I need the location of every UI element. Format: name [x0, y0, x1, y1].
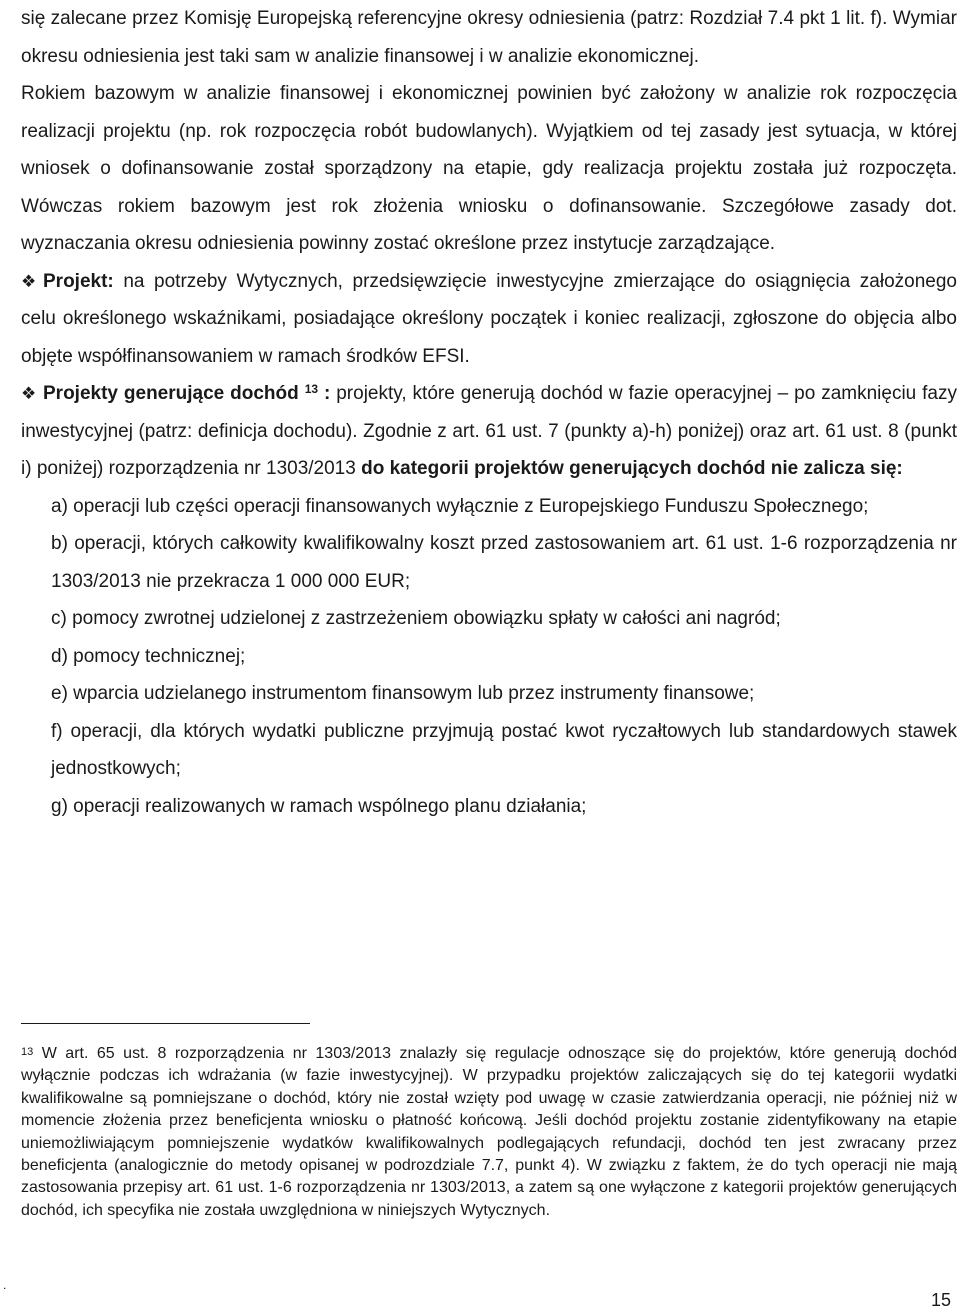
- stray-mark: .: [3, 1278, 7, 1292]
- definition-projekty-generujace: projekty, które generują dochód w fazie operacyjnej – po zamknięciu fazy inwestycyjnej (patrz: definicja dochodu). Zgodnie z art. 61 ust. 7 (punkty a)-h) poniżej) oraz art. 61 ust. 8 (punkt i) poniżej) rozporządzenia nr 1303/2013: [21, 383, 958, 479]
- footnote-number: 13: [21, 1046, 34, 1058]
- list-item: b) operacji, których całkowity kwalifikowalny koszt przed zastosowaniem art. 61 ust. 1-6 rozporządzenia nr 1303/2013 nie przekracza 1 000 000 EUR;: [51, 533, 957, 592]
- exclusion-list: [21, 488, 957, 826]
- footnote-13: [21, 1043, 957, 1222]
- bullet-projekty-generujace: [21, 375, 957, 488]
- list-item: d) pomocy technicznej;: [51, 645, 246, 667]
- term-projekt: Projekt:: [43, 270, 114, 292]
- definition-projekt: na potrzeby Wytycznych, przedsięwzięcie inwestycyjne zmierzające do osiągnięcia założonego celu określonego wskaźnikami, posiadające określony początek i koniec realizacji, zgłoszone do objęcia albo objęte współfinansowaniem w ramach środków EFSI.: [21, 270, 957, 367]
- paragraph-reference-period: się zalecane przez Komisję Europejską referencyjne okresy odniesienia (patrz: Rozdział 7.4 pkt 1 lit. f). Wymiar okresu odniesienia jest taki sam w analizie finansowej i w analizie ekonomicznej.: [21, 8, 957, 67]
- list-item: e) wparcia udzielanego instrumentom finansowym lub przez instrumenty finansowe;: [51, 683, 755, 704]
- main-text: [21, 0, 957, 825]
- list-item: c) pomocy zwrotnej udzielonej z zastrzeżeniem obowiązku spłaty w całości ani nagród;: [51, 608, 781, 629]
- term-projekty-generujace: Projekty generujące dochód: [43, 383, 299, 404]
- paragraph-base-year: Rokiem bazowym w analizie finansowej i ekonomicznej powinien być założony w analizie rok rozpoczęcia realizacji projektu (np. rok rozpoczęcia robót budowlanych). Wyjątkiem od tej zasady jest sytuacja, w której wniosek o dofinansowanie został sporządzony na etapie, gdy realizacja projektu została już rozpoczęta. Wówczas rokiem bazowym jest rok złożenia wniosku o dofinansowanie. Szczegółowe zasady dot. wyznaczania okresu odniesienia powinny zostać określone przez instytucje zarządzające.: [21, 83, 957, 254]
- footnote-text: W art. 65 ust. 8 rozporządzenia nr 1303/2013 znalazły się regulacje odnoszące się do projektów, które generują dochód wyłącznie podczas ich wdrażania (w fazie inwestycyjnej). W przypadku projektów zaliczających się do tej kategorii wydatki kwalifikowalne są pomniejszane o dochód, który nie został wzięty pod uwagę w czasie zatwierdzania operacji, nie później niż w momencie złożenia przez beneficjenta wniosku o płatność końcową. Jeśli dochód projektu zostanie zidentyfikowany na etapie uniemożliwiającym pomniejszenie wydatków kwalifikowalnych podlegających refundacji, dochód ten jest zwracany przez beneficjenta (analogicznie do metody opisanej w podrozdziale 7.7, punkt 4). W związku z faktem, że do tych operacji nie mają zastosowania przepisy art. 61 ust. 1-6 rozporządzenia nr 1303/2013, a zatem są one wyłączone z kategorii projektów generujących dochód, ich specyfika nie została uwzględniona w niniejszych Wytycznych.: [21, 1045, 957, 1219]
- list-item: g) operacji realizowanych w ramach wspólnego planu działania;: [51, 795, 587, 817]
- diamond-bullet-icon: ❖: [21, 271, 37, 291]
- diamond-bullet-icon: ❖: [21, 384, 37, 403]
- bullet-projekt: [21, 263, 957, 376]
- exclusion-heading: do kategorii projektów generujących dochód nie zalicza się:: [361, 458, 903, 479]
- list-item: f) operacji, dla których wydatki publiczne przyjmują postać kwot ryczałtowych lub standardowych stawek jednostkowych;: [51, 720, 957, 779]
- page-number: 15: [930, 1290, 951, 1310]
- list-item: a) operacji lub części operacji finansowanych wyłącznie z Europejskiego Funduszu Społecznego;: [51, 495, 869, 517]
- footnote-separator: [21, 1023, 310, 1024]
- footnote-ref-13[interactable]: 13: [304, 382, 319, 396]
- term-colon: :: [318, 383, 331, 404]
